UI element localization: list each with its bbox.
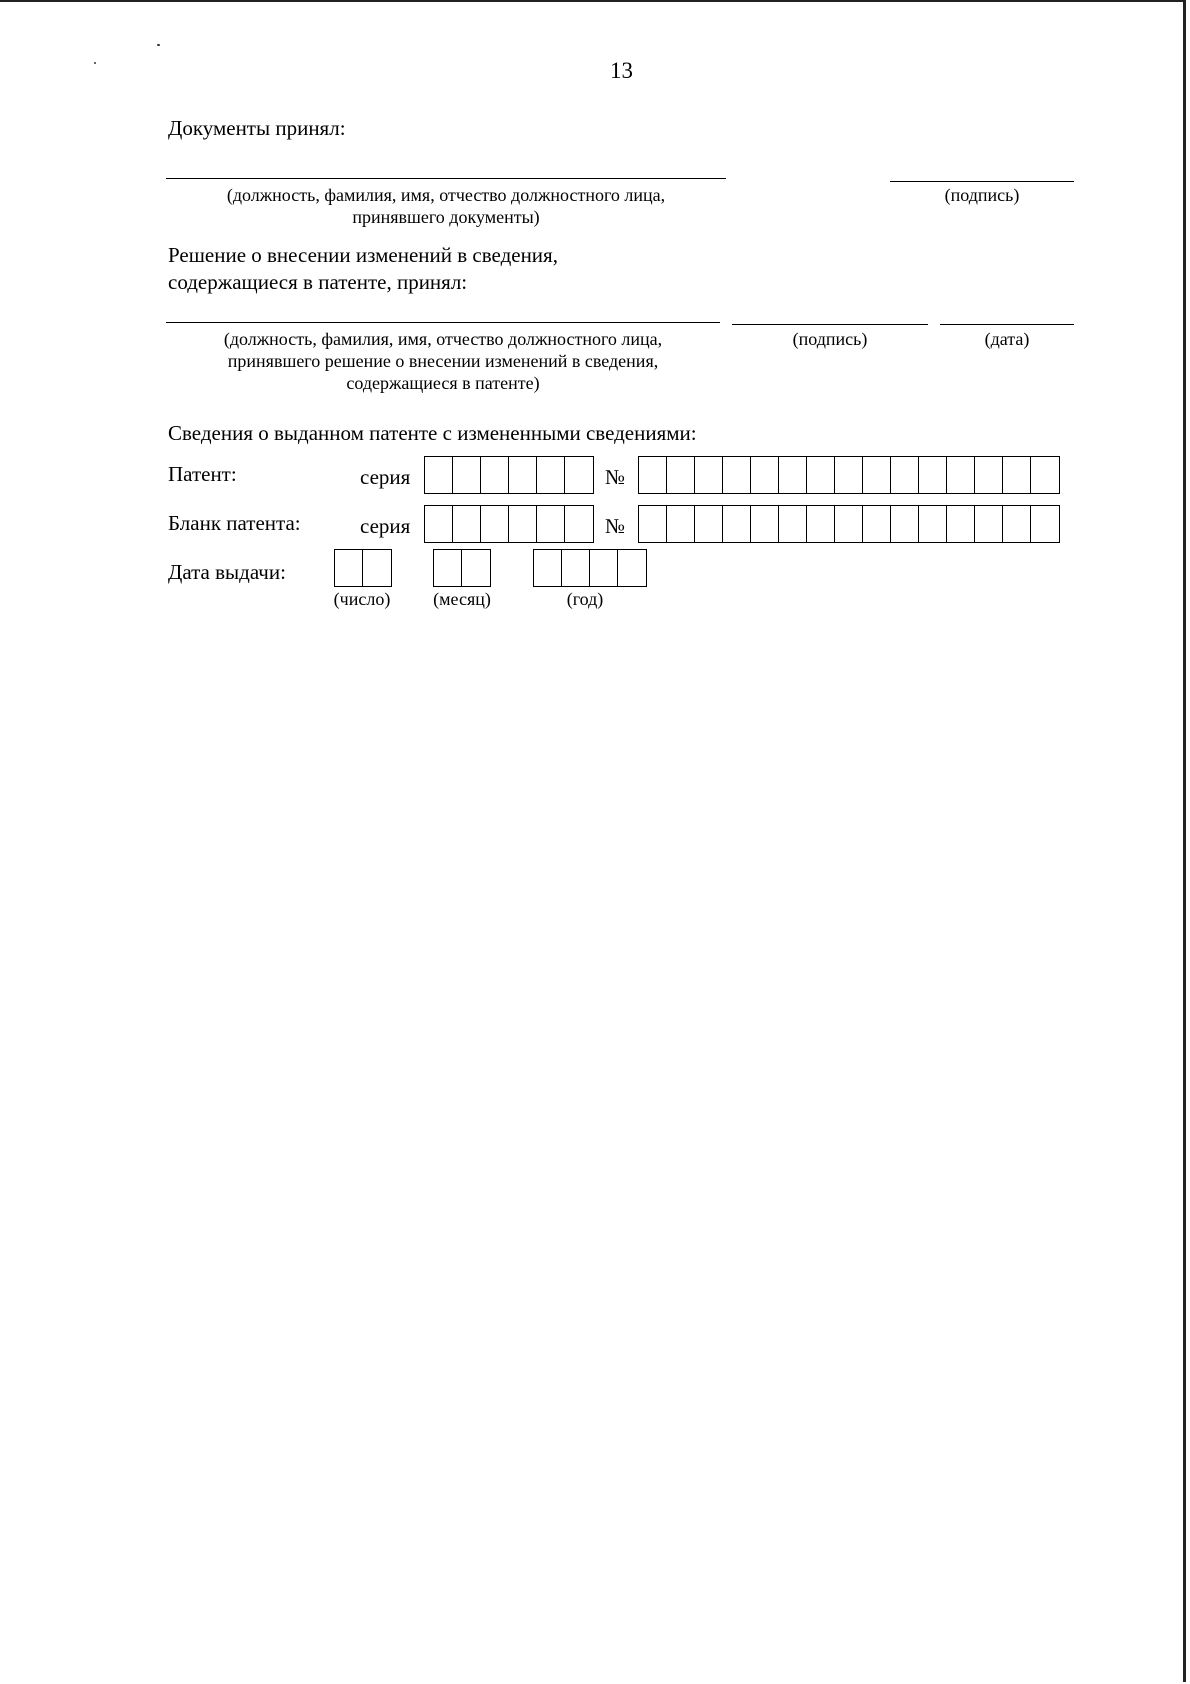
decision-title-line1: Решение о внесении изменений в сведения,: [168, 243, 558, 267]
blank-label: Бланк патента:: [168, 511, 301, 535]
decision-date-line[interactable]: [940, 324, 1074, 325]
decision-official-caption-line1: (должность, фамилия, имя, отчество должностного лица,: [223, 329, 663, 349]
patent-series-boxes[interactable]: [424, 456, 594, 494]
decision-official-line[interactable]: [166, 322, 720, 323]
patent-label: Патент:: [168, 462, 237, 486]
blank-number-boxes[interactable]: [638, 505, 1060, 543]
docs-received-title: Документы принял:: [168, 116, 346, 140]
patent-series-label: серия: [360, 465, 411, 489]
decision-date-caption: (дата): [984, 329, 1030, 349]
issue-day-boxes[interactable]: [334, 549, 392, 587]
input-cell[interactable]: [947, 457, 975, 493]
input-cell[interactable]: [565, 506, 593, 542]
decision-official-caption-line3: содержащиеся в патенте): [346, 373, 540, 393]
input-cell[interactable]: [1031, 457, 1059, 493]
input-cell[interactable]: [562, 550, 590, 586]
input-cell[interactable]: [695, 506, 723, 542]
input-cell[interactable]: [723, 457, 751, 493]
input-cell[interactable]: [863, 457, 891, 493]
decision-title-line2: содержащиеся в патенте, принял:: [168, 270, 468, 294]
scan-artifact: [157, 44, 160, 46]
input-cell[interactable]: [835, 457, 863, 493]
input-cell[interactable]: [425, 457, 453, 493]
docs-signature-line[interactable]: [890, 181, 1074, 182]
input-cell[interactable]: [947, 506, 975, 542]
issue-date-label: Дата выдачи:: [168, 560, 286, 584]
input-cell[interactable]: [453, 506, 481, 542]
input-cell[interactable]: [434, 550, 462, 586]
input-cell[interactable]: [537, 457, 565, 493]
input-cell[interactable]: [618, 550, 646, 586]
issue-month-boxes[interactable]: [433, 549, 491, 587]
decision-signature-line[interactable]: [732, 324, 928, 325]
page-number: 13: [610, 58, 633, 83]
issued-patent-title: Сведения о выданном патенте с измененными сведениями:: [168, 421, 697, 445]
input-cell[interactable]: [1031, 506, 1059, 542]
input-cell[interactable]: [779, 506, 807, 542]
input-cell[interactable]: [667, 457, 695, 493]
blank-series-boxes[interactable]: [424, 505, 594, 543]
input-cell[interactable]: [1003, 506, 1031, 542]
input-cell[interactable]: [835, 506, 863, 542]
input-cell[interactable]: [863, 506, 891, 542]
input-cell[interactable]: [695, 457, 723, 493]
issue-year-caption: (год): [566, 589, 604, 609]
input-cell[interactable]: [1003, 457, 1031, 493]
scan-artifact: [94, 62, 96, 64]
decision-official-caption: [166, 328, 720, 394]
input-cell[interactable]: [363, 550, 391, 586]
blank-series-label: серия: [360, 514, 411, 538]
docs-signature-caption: (подпись): [944, 185, 1020, 205]
patent-number-label: №: [605, 465, 626, 489]
input-cell[interactable]: [639, 506, 667, 542]
input-cell[interactable]: [590, 550, 618, 586]
input-cell[interactable]: [723, 506, 751, 542]
input-cell[interactable]: [509, 457, 537, 493]
docs-official-caption-line1: (должность, фамилия, имя, отчество должностного лица,: [226, 185, 666, 205]
input-cell[interactable]: [751, 506, 779, 542]
decision-official-caption-line2: принявшего решение о внесении изменений в сведения,: [227, 351, 659, 371]
input-cell[interactable]: [537, 506, 565, 542]
input-cell[interactable]: [667, 506, 695, 542]
input-cell[interactable]: [534, 550, 562, 586]
input-cell[interactable]: [891, 506, 919, 542]
issue-day-caption: (число): [333, 589, 391, 609]
input-cell[interactable]: [335, 550, 363, 586]
input-cell[interactable]: [425, 506, 453, 542]
input-cell[interactable]: [481, 506, 509, 542]
decision-signature-caption: (подпись): [792, 329, 868, 349]
input-cell[interactable]: [919, 457, 947, 493]
blank-number-label: №: [605, 514, 626, 538]
input-cell[interactable]: [807, 457, 835, 493]
issue-year-boxes[interactable]: [533, 549, 647, 587]
input-cell[interactable]: [639, 457, 667, 493]
input-cell[interactable]: [807, 506, 835, 542]
input-cell[interactable]: [565, 457, 593, 493]
patent-number-boxes[interactable]: [638, 456, 1060, 494]
issue-month-caption: (месяц): [433, 589, 491, 609]
input-cell[interactable]: [975, 457, 1003, 493]
input-cell[interactable]: [509, 506, 537, 542]
decision-title: [168, 242, 558, 296]
input-cell[interactable]: [453, 457, 481, 493]
docs-official-line[interactable]: [166, 178, 726, 179]
input-cell[interactable]: [779, 457, 807, 493]
input-cell[interactable]: [891, 457, 919, 493]
input-cell[interactable]: [919, 506, 947, 542]
docs-official-caption: [166, 184, 726, 228]
input-cell[interactable]: [481, 457, 509, 493]
input-cell[interactable]: [462, 550, 490, 586]
input-cell[interactable]: [751, 457, 779, 493]
input-cell[interactable]: [975, 506, 1003, 542]
docs-official-caption-line2: принявшего документы): [352, 207, 540, 227]
